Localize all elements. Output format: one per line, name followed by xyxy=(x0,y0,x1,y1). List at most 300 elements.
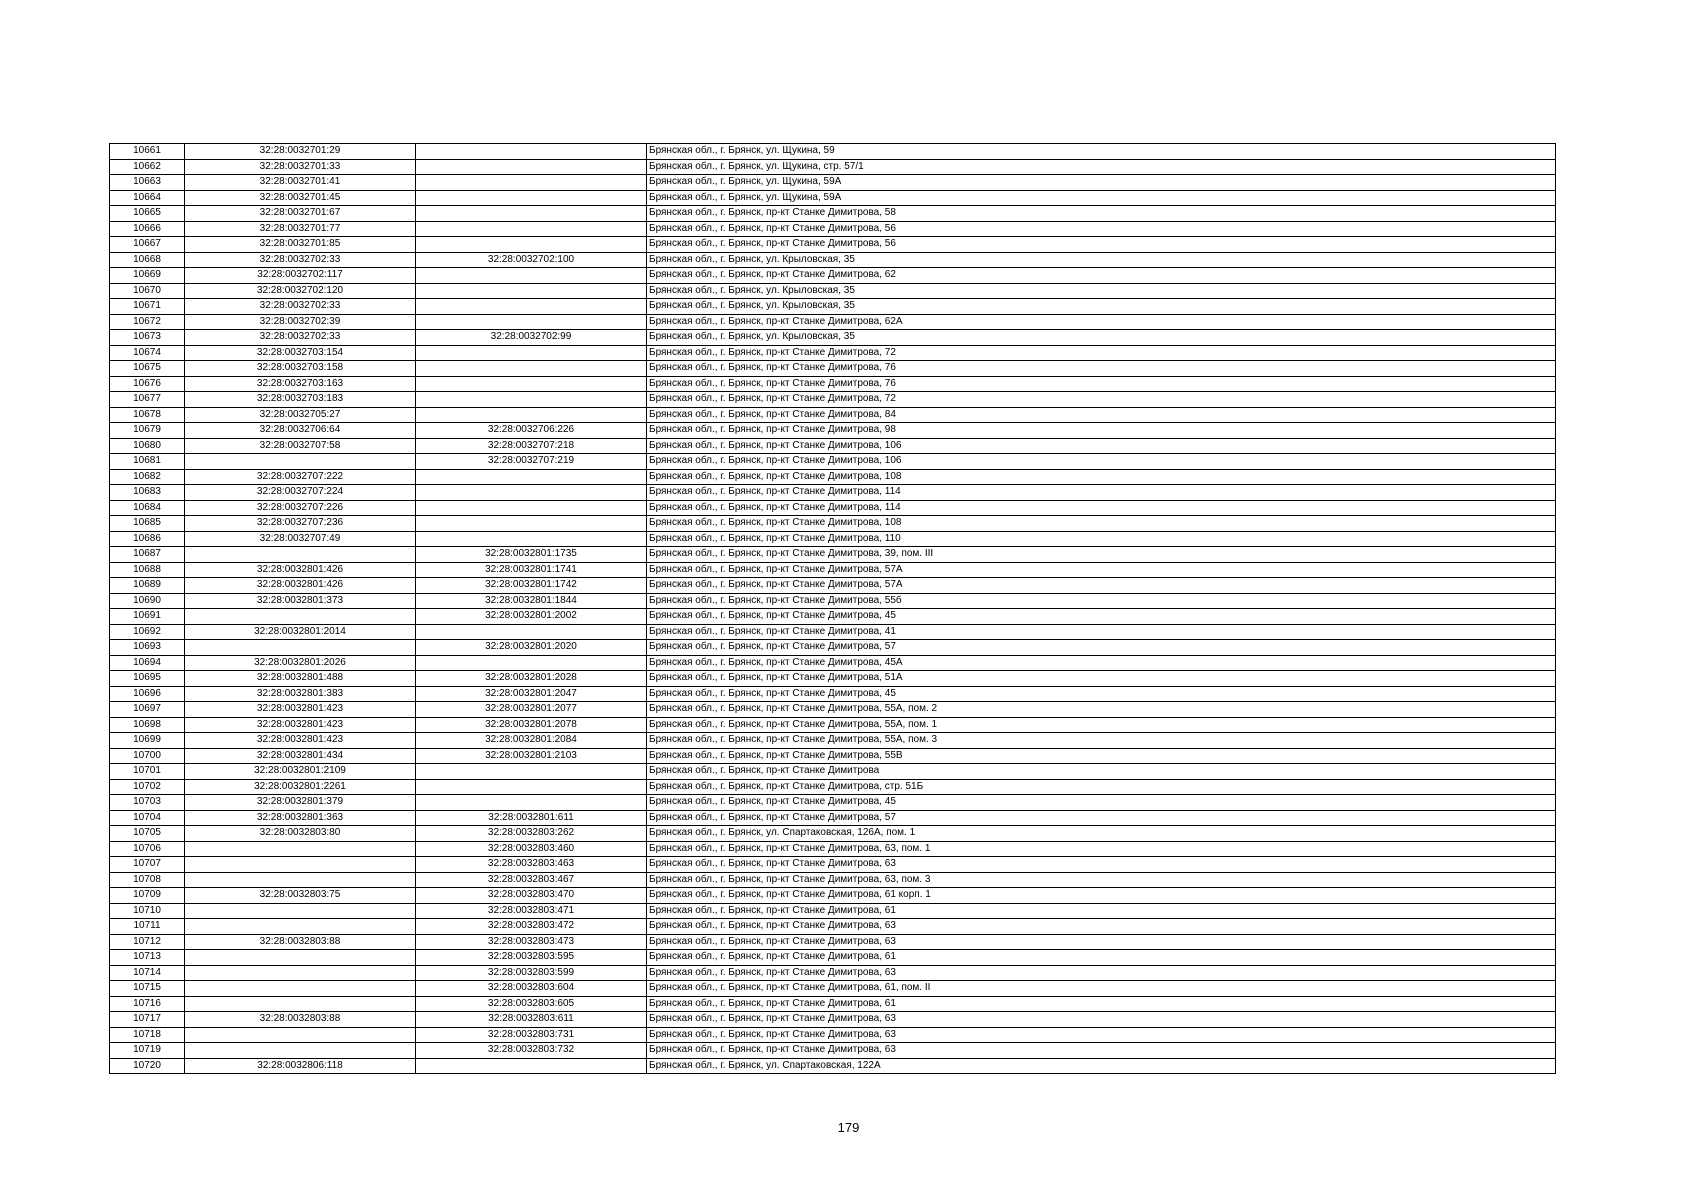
cadastral-number-cell xyxy=(185,903,416,919)
related-cadastral-number-cell xyxy=(416,190,647,206)
table-row xyxy=(110,314,1556,330)
cadastral-number-cell: 32:28:0032801:423 xyxy=(185,702,416,718)
table-row xyxy=(110,578,1556,594)
row-number-cell: 10712 xyxy=(110,934,185,950)
related-cadastral-number-cell xyxy=(416,779,647,795)
related-cadastral-number-cell xyxy=(416,500,647,516)
cadastral-number-cell xyxy=(185,857,416,873)
related-cadastral-number-cell: 32:28:0032803:262 xyxy=(416,826,647,842)
cadastral-number-cell: 32:28:0032707:226 xyxy=(185,500,416,516)
cadastral-number-cell: 32:28:0032702:33 xyxy=(185,252,416,268)
related-cadastral-number-cell xyxy=(416,159,647,175)
related-cadastral-number-cell: 32:28:0032702:100 xyxy=(416,252,647,268)
table-row xyxy=(110,686,1556,702)
cadastral-number-cell: 32:28:0032803:88 xyxy=(185,1012,416,1028)
table-row xyxy=(110,206,1556,222)
row-number-cell: 10676 xyxy=(110,376,185,392)
cadastral-number-cell: 32:28:0032701:67 xyxy=(185,206,416,222)
address-cell: Брянская обл., г. Брянск, пр-кт Станке Димитрова, 84 xyxy=(647,407,1556,423)
cadastral-number-cell xyxy=(185,919,416,935)
table-row xyxy=(110,407,1556,423)
cadastral-number-cell: 32:28:0032707:58 xyxy=(185,438,416,454)
row-number-cell: 10696 xyxy=(110,686,185,702)
row-number-cell: 10684 xyxy=(110,500,185,516)
address-cell: Брянская обл., г. Брянск, пр-кт Станке Димитрова, 57 xyxy=(647,810,1556,826)
row-number-cell: 10666 xyxy=(110,221,185,237)
related-cadastral-number-cell xyxy=(416,175,647,191)
cadastral-number-cell: 32:28:0032801:2026 xyxy=(185,655,416,671)
row-number-cell: 10694 xyxy=(110,655,185,671)
cadastral-number-cell xyxy=(185,609,416,625)
cadastral-number-cell: 32:28:0032803:80 xyxy=(185,826,416,842)
row-number-cell: 10675 xyxy=(110,361,185,377)
related-cadastral-number-cell: 32:28:0032801:1735 xyxy=(416,547,647,563)
table-row xyxy=(110,500,1556,516)
related-cadastral-number-cell xyxy=(416,221,647,237)
cadastral-number-cell xyxy=(185,1043,416,1059)
table-row xyxy=(110,438,1556,454)
table-row xyxy=(110,593,1556,609)
row-number-cell: 10713 xyxy=(110,950,185,966)
cadastral-number-cell: 32:28:0032803:75 xyxy=(185,888,416,904)
table-row xyxy=(110,469,1556,485)
related-cadastral-number-cell: 32:28:0032801:1844 xyxy=(416,593,647,609)
row-number-cell: 10700 xyxy=(110,748,185,764)
address-cell: Брянская обл., г. Брянск, пр-кт Станке Димитрова, 72 xyxy=(647,345,1556,361)
row-number-cell: 10678 xyxy=(110,407,185,423)
cadastral-number-cell: 32:28:0032701:41 xyxy=(185,175,416,191)
table-row xyxy=(110,252,1556,268)
table-row xyxy=(110,733,1556,749)
table-row xyxy=(110,330,1556,346)
table-row xyxy=(110,175,1556,191)
row-number-cell: 10664 xyxy=(110,190,185,206)
address-cell: Брянская обл., г. Брянск, пр-кт Станке Димитрова, 63 xyxy=(647,965,1556,981)
related-cadastral-number-cell xyxy=(416,655,647,671)
table-row xyxy=(110,376,1556,392)
row-number-cell: 10704 xyxy=(110,810,185,826)
address-cell: Брянская обл., г. Брянск, ул. Крыловская, 35 xyxy=(647,299,1556,315)
address-cell: Брянская обл., г. Брянск, пр-кт Станке Димитрова, 57 xyxy=(647,640,1556,656)
address-cell: Брянская обл., г. Брянск, пр-кт Станке Димитрова, 56 xyxy=(647,237,1556,253)
address-cell: Брянская обл., г. Брянск, пр-кт Станке Димитрова, 106 xyxy=(647,438,1556,454)
related-cadastral-number-cell: 32:28:0032803:471 xyxy=(416,903,647,919)
table-row xyxy=(110,903,1556,919)
cadastral-number-cell: 32:28:0032705:27 xyxy=(185,407,416,423)
row-number-cell: 10663 xyxy=(110,175,185,191)
row-number-cell: 10665 xyxy=(110,206,185,222)
address-cell: Брянская обл., г. Брянск, пр-кт Станке Димитрова, 114 xyxy=(647,485,1556,501)
related-cadastral-number-cell xyxy=(416,237,647,253)
address-cell: Брянская обл., г. Брянск, пр-кт Станке Димитрова, 57А xyxy=(647,578,1556,594)
table-row xyxy=(110,841,1556,857)
table-row xyxy=(110,996,1556,1012)
row-number-cell: 10706 xyxy=(110,841,185,857)
cadastral-number-cell: 32:28:0032707:224 xyxy=(185,485,416,501)
related-cadastral-number-cell: 32:28:0032803:472 xyxy=(416,919,647,935)
address-cell: Брянская обл., г. Брянск, ул. Щукина, 59А xyxy=(647,175,1556,191)
cadastral-number-cell: 32:28:0032702:120 xyxy=(185,283,416,299)
related-cadastral-number-cell xyxy=(416,345,647,361)
row-number-cell: 10707 xyxy=(110,857,185,873)
cadastral-number-cell xyxy=(185,454,416,470)
row-number-cell: 10702 xyxy=(110,779,185,795)
row-number-cell: 10669 xyxy=(110,268,185,284)
cadastral-number-cell xyxy=(185,950,416,966)
address-cell: Брянская обл., г. Брянск, ул. Крыловская, 35 xyxy=(647,283,1556,299)
related-cadastral-number-cell xyxy=(416,376,647,392)
address-cell: Брянская обл., г. Брянск, пр-кт Станке Димитрова, 63 xyxy=(647,934,1556,950)
table-row xyxy=(110,345,1556,361)
table-row xyxy=(110,888,1556,904)
related-cadastral-number-cell: 32:28:0032803:467 xyxy=(416,872,647,888)
related-cadastral-number-cell: 32:28:0032801:611 xyxy=(416,810,647,826)
related-cadastral-number-cell: 32:28:0032707:218 xyxy=(416,438,647,454)
cadastral-number-cell: 32:28:0032703:183 xyxy=(185,392,416,408)
related-cadastral-number-cell: 32:28:0032803:595 xyxy=(416,950,647,966)
table-row xyxy=(110,671,1556,687)
row-number-cell: 10691 xyxy=(110,609,185,625)
cadastral-number-cell xyxy=(185,872,416,888)
related-cadastral-number-cell: 32:28:0032801:2002 xyxy=(416,609,647,625)
related-cadastral-number-cell: 32:28:0032803:473 xyxy=(416,934,647,950)
address-cell: Брянская обл., г. Брянск, пр-кт Станке Димитрова, 63 xyxy=(647,1012,1556,1028)
address-cell: Брянская обл., г. Брянск, пр-кт Станке Димитрова, 45А xyxy=(647,655,1556,671)
table-row xyxy=(110,268,1556,284)
address-cell: Брянская обл., г. Брянск, пр-кт Станке Димитрова, 98 xyxy=(647,423,1556,439)
address-cell: Брянская обл., г. Брянск, пр-кт Станке Димитрова, 51А xyxy=(647,671,1556,687)
related-cadastral-number-cell: 32:28:0032801:2047 xyxy=(416,686,647,702)
address-cell: Брянская обл., г. Брянск, пр-кт Станке Димитрова, 57А xyxy=(647,562,1556,578)
cadastral-number-cell: 32:28:0032801:379 xyxy=(185,795,416,811)
table-row xyxy=(110,392,1556,408)
address-cell: Брянская обл., г. Брянск, ул. Спартаковская, 122А xyxy=(647,1058,1556,1074)
row-number-cell: 10680 xyxy=(110,438,185,454)
address-cell: Брянская обл., г. Брянск, пр-кт Станке Димитрова, 63 xyxy=(647,1027,1556,1043)
cadastral-number-cell: 32:28:0032706:64 xyxy=(185,423,416,439)
row-number-cell: 10690 xyxy=(110,593,185,609)
address-cell: Брянская обл., г. Брянск, пр-кт Станке Димитрова, 55А, пом. 3 xyxy=(647,733,1556,749)
cadastral-number-cell: 32:28:0032801:426 xyxy=(185,562,416,578)
related-cadastral-number-cell xyxy=(416,314,647,330)
address-cell: Брянская обл., г. Брянск, пр-кт Станке Димитрова, 110 xyxy=(647,531,1556,547)
table-row xyxy=(110,764,1556,780)
address-cell: Брянская обл., г. Брянск, ул. Щукина, 59А xyxy=(647,190,1556,206)
row-number-cell: 10685 xyxy=(110,516,185,532)
table-row xyxy=(110,531,1556,547)
row-number-cell: 10703 xyxy=(110,795,185,811)
row-number-cell: 10677 xyxy=(110,392,185,408)
address-cell: Брянская обл., г. Брянск, пр-кт Станке Димитрова, 55б xyxy=(647,593,1556,609)
address-cell: Брянская обл., г. Брянск, пр-кт Станке Димитрова, 56 xyxy=(647,221,1556,237)
address-cell: Брянская обл., г. Брянск, пр-кт Станке Димитрова, 41 xyxy=(647,624,1556,640)
row-number-cell: 10693 xyxy=(110,640,185,656)
address-cell: Брянская обл., г. Брянск, пр-кт Станке Димитрова, 45 xyxy=(647,795,1556,811)
related-cadastral-number-cell xyxy=(416,469,647,485)
table-row xyxy=(110,299,1556,315)
cadastral-number-cell: 32:28:0032801:423 xyxy=(185,717,416,733)
row-number-cell: 10709 xyxy=(110,888,185,904)
related-cadastral-number-cell: 32:28:0032801:1742 xyxy=(416,578,647,594)
address-cell: Брянская обл., г. Брянск, пр-кт Станке Димитрова xyxy=(647,764,1556,780)
table-row xyxy=(110,702,1556,718)
related-cadastral-number-cell: 32:28:0032801:2084 xyxy=(416,733,647,749)
cadastral-number-cell: 32:28:0032703:163 xyxy=(185,376,416,392)
address-cell: Брянская обл., г. Брянск, пр-кт Станке Димитрова, 45 xyxy=(647,609,1556,625)
related-cadastral-number-cell: 32:28:0032803:611 xyxy=(416,1012,647,1028)
cadastral-number-cell: 32:28:0032707:49 xyxy=(185,531,416,547)
row-number-cell: 10679 xyxy=(110,423,185,439)
cadastral-number-cell: 32:28:0032801:2014 xyxy=(185,624,416,640)
row-number-cell: 10705 xyxy=(110,826,185,842)
cadastral-number-cell xyxy=(185,547,416,563)
cadastral-number-cell xyxy=(185,640,416,656)
cadastral-number-cell: 32:28:0032702:33 xyxy=(185,299,416,315)
table-row xyxy=(110,655,1556,671)
table-row xyxy=(110,283,1556,299)
table-row xyxy=(110,485,1556,501)
table-row xyxy=(110,950,1556,966)
related-cadastral-number-cell xyxy=(416,795,647,811)
address-cell: Брянская обл., г. Брянск, пр-кт Станке Димитрова, 63, пом. 3 xyxy=(647,872,1556,888)
row-number-cell: 10672 xyxy=(110,314,185,330)
address-cell: Брянская обл., г. Брянск, пр-кт Станке Димитрова, 61 xyxy=(647,996,1556,1012)
related-cadastral-number-cell xyxy=(416,361,647,377)
row-number-cell: 10717 xyxy=(110,1012,185,1028)
address-cell: Брянская обл., г. Брянск, пр-кт Станке Димитрова, 72 xyxy=(647,392,1556,408)
row-number-cell: 10687 xyxy=(110,547,185,563)
row-number-cell: 10661 xyxy=(110,144,185,160)
address-cell: Брянская обл., г. Брянск, пр-кт Станке Димитрова, 63 xyxy=(647,919,1556,935)
address-cell: Брянская обл., г. Брянск, пр-кт Станке Димитрова, 76 xyxy=(647,376,1556,392)
related-cadastral-number-cell xyxy=(416,392,647,408)
table-row xyxy=(110,237,1556,253)
cadastral-number-cell: 32:28:0032806:118 xyxy=(185,1058,416,1074)
address-cell: Брянская обл., г. Брянск, пр-кт Станке Димитрова, 76 xyxy=(647,361,1556,377)
cadastral-number-cell: 32:28:0032702:39 xyxy=(185,314,416,330)
table-row xyxy=(110,934,1556,950)
address-cell: Брянская обл., г. Брянск, пр-кт Станке Димитрова, 45 xyxy=(647,686,1556,702)
address-cell: Брянская обл., г. Брянск, пр-кт Станке Димитрова, 55В xyxy=(647,748,1556,764)
address-cell: Брянская обл., г. Брянск, пр-кт Станке Димитрова, 108 xyxy=(647,516,1556,532)
cadastral-number-cell: 32:28:0032702:33 xyxy=(185,330,416,346)
row-number-cell: 10701 xyxy=(110,764,185,780)
table-row xyxy=(110,562,1556,578)
address-cell: Брянская обл., г. Брянск, пр-кт Станке Димитрова, 39, пом. III xyxy=(647,547,1556,563)
table-row xyxy=(110,190,1556,206)
related-cadastral-number-cell xyxy=(416,283,647,299)
row-number-cell: 10682 xyxy=(110,469,185,485)
table-row xyxy=(110,221,1556,237)
row-number-cell: 10714 xyxy=(110,965,185,981)
address-cell: Брянская обл., г. Брянск, пр-кт Станке Димитрова, 63, пом. 1 xyxy=(647,841,1556,857)
related-cadastral-number-cell: 32:28:0032803:732 xyxy=(416,1043,647,1059)
row-number-cell: 10673 xyxy=(110,330,185,346)
related-cadastral-number-cell xyxy=(416,624,647,640)
cadastral-number-cell xyxy=(185,841,416,857)
related-cadastral-number-cell: 32:28:0032803:460 xyxy=(416,841,647,857)
table-row xyxy=(110,640,1556,656)
table-row xyxy=(110,779,1556,795)
row-number-cell: 10686 xyxy=(110,531,185,547)
address-cell: Брянская обл., г. Брянск, пр-кт Станке Димитрова, 114 xyxy=(647,500,1556,516)
address-cell: Брянская обл., г. Брянск, пр-кт Станке Димитрова, 55А, пом. 2 xyxy=(647,702,1556,718)
table-row xyxy=(110,1027,1556,1043)
cadastral-number-cell: 32:28:0032702:117 xyxy=(185,268,416,284)
cadastral-number-cell: 32:28:0032701:29 xyxy=(185,144,416,160)
related-cadastral-number-cell xyxy=(416,485,647,501)
related-cadastral-number-cell: 32:28:0032702:99 xyxy=(416,330,647,346)
address-cell: Брянская обл., г. Брянск, пр-кт Станке Димитрова, 108 xyxy=(647,469,1556,485)
table-row xyxy=(110,748,1556,764)
table-row xyxy=(110,826,1556,842)
related-cadastral-number-cell: 32:28:0032706:226 xyxy=(416,423,647,439)
related-cadastral-number-cell: 32:28:0032707:219 xyxy=(416,454,647,470)
table-row xyxy=(110,361,1556,377)
address-cell: Брянская обл., г. Брянск, ул. Крыловская, 35 xyxy=(647,330,1556,346)
address-cell: Брянская обл., г. Брянск, пр-кт Станке Димитрова, стр. 51Б xyxy=(647,779,1556,795)
table-row xyxy=(110,717,1556,733)
cadastral-number-cell: 32:28:0032801:363 xyxy=(185,810,416,826)
related-cadastral-number-cell xyxy=(416,206,647,222)
table-row xyxy=(110,423,1556,439)
cadastral-number-cell: 32:28:0032801:2261 xyxy=(185,779,416,795)
row-number-cell: 10670 xyxy=(110,283,185,299)
related-cadastral-number-cell: 32:28:0032801:2078 xyxy=(416,717,647,733)
cadastral-number-cell: 32:28:0032801:2109 xyxy=(185,764,416,780)
cadastral-number-cell: 32:28:0032703:154 xyxy=(185,345,416,361)
row-number-cell: 10699 xyxy=(110,733,185,749)
row-number-cell: 10689 xyxy=(110,578,185,594)
table-row xyxy=(110,981,1556,997)
page-number: 179 xyxy=(837,1120,860,1135)
related-cadastral-number-cell xyxy=(416,531,647,547)
registry-table-body xyxy=(110,144,1556,1074)
row-number-cell: 10698 xyxy=(110,717,185,733)
address-cell: Брянская обл., г. Брянск, ул. Крыловская, 35 xyxy=(647,252,1556,268)
table-row xyxy=(110,1058,1556,1074)
cadastral-number-cell: 32:28:0032801:373 xyxy=(185,593,416,609)
cadastral-number-cell xyxy=(185,981,416,997)
table-row xyxy=(110,516,1556,532)
row-number-cell: 10711 xyxy=(110,919,185,935)
address-cell: Брянская обл., г. Брянск, ул. Щукина, 59 xyxy=(647,144,1556,160)
cadastral-number-cell: 32:28:0032801:426 xyxy=(185,578,416,594)
row-number-cell: 10695 xyxy=(110,671,185,687)
related-cadastral-number-cell: 32:28:0032803:731 xyxy=(416,1027,647,1043)
related-cadastral-number-cell xyxy=(416,407,647,423)
related-cadastral-number-cell: 32:28:0032801:2103 xyxy=(416,748,647,764)
cadastral-number-cell xyxy=(185,965,416,981)
table-row xyxy=(110,144,1556,160)
row-number-cell: 10708 xyxy=(110,872,185,888)
table-row xyxy=(110,609,1556,625)
row-number-cell: 10710 xyxy=(110,903,185,919)
related-cadastral-number-cell: 32:28:0032801:2077 xyxy=(416,702,647,718)
related-cadastral-number-cell: 32:28:0032803:463 xyxy=(416,857,647,873)
related-cadastral-number-cell: 32:28:0032803:605 xyxy=(416,996,647,1012)
address-cell: Брянская обл., г. Брянск, пр-кт Станке Димитрова, 61 xyxy=(647,950,1556,966)
row-number-cell: 10674 xyxy=(110,345,185,361)
related-cadastral-number-cell: 32:28:0032803:604 xyxy=(416,981,647,997)
cadastral-number-cell: 32:28:0032701:33 xyxy=(185,159,416,175)
cadastral-number-cell: 32:28:0032801:423 xyxy=(185,733,416,749)
row-number-cell: 10716 xyxy=(110,996,185,1012)
address-cell: Брянская обл., г. Брянск, пр-кт Станке Димитрова, 58 xyxy=(647,206,1556,222)
row-number-cell: 10697 xyxy=(110,702,185,718)
row-number-cell: 10720 xyxy=(110,1058,185,1074)
row-number-cell: 10688 xyxy=(110,562,185,578)
related-cadastral-number-cell xyxy=(416,516,647,532)
table-row xyxy=(110,795,1556,811)
row-number-cell: 10715 xyxy=(110,981,185,997)
row-number-cell: 10671 xyxy=(110,299,185,315)
cadastral-number-cell: 32:28:0032803:88 xyxy=(185,934,416,950)
row-number-cell: 10667 xyxy=(110,237,185,253)
table-row xyxy=(110,547,1556,563)
table-row xyxy=(110,857,1556,873)
cadastral-number-cell: 32:28:0032801:488 xyxy=(185,671,416,687)
related-cadastral-number-cell xyxy=(416,764,647,780)
cadastral-number-cell xyxy=(185,996,416,1012)
address-cell: Брянская обл., г. Брянск, пр-кт Станке Димитрова, 61, пом. II xyxy=(647,981,1556,997)
related-cadastral-number-cell: 32:28:0032803:470 xyxy=(416,888,647,904)
address-cell: Брянская обл., г. Брянск, пр-кт Станке Димитрова, 106 xyxy=(647,454,1556,470)
table-row xyxy=(110,624,1556,640)
row-number-cell: 10681 xyxy=(110,454,185,470)
table-row xyxy=(110,919,1556,935)
table-row xyxy=(110,1043,1556,1059)
related-cadastral-number-cell xyxy=(416,1058,647,1074)
cadastral-number-cell: 32:28:0032801:383 xyxy=(185,686,416,702)
address-cell: Брянская обл., г. Брянск, пр-кт Станке Димитрова, 62 xyxy=(647,268,1556,284)
table-row xyxy=(110,872,1556,888)
row-number-cell: 10718 xyxy=(110,1027,185,1043)
related-cadastral-number-cell xyxy=(416,144,647,160)
table-row xyxy=(110,159,1556,175)
related-cadastral-number-cell: 32:28:0032801:2028 xyxy=(416,671,647,687)
row-number-cell: 10719 xyxy=(110,1043,185,1059)
table-row xyxy=(110,454,1556,470)
address-cell: Брянская обл., г. Брянск, пр-кт Станке Димитрова, 62А xyxy=(647,314,1556,330)
cadastral-number-cell xyxy=(185,1027,416,1043)
table-row xyxy=(110,1012,1556,1028)
row-number-cell: 10692 xyxy=(110,624,185,640)
cadastral-number-cell: 32:28:0032701:77 xyxy=(185,221,416,237)
registry-table xyxy=(109,143,1556,1074)
address-cell: Брянская обл., г. Брянск, пр-кт Станке Димитрова, 63 xyxy=(647,1043,1556,1059)
cadastral-number-cell: 32:28:0032707:236 xyxy=(185,516,416,532)
cadastral-number-cell: 32:28:0032801:434 xyxy=(185,748,416,764)
address-cell: Брянская обл., г. Брянск, пр-кт Станке Димитрова, 63 xyxy=(647,857,1556,873)
address-cell: Брянская обл., г. Брянск, ул. Спартаковская, 126А, пом. 1 xyxy=(647,826,1556,842)
cadastral-number-cell: 32:28:0032703:158 xyxy=(185,361,416,377)
row-number-cell: 10662 xyxy=(110,159,185,175)
address-cell: Брянская обл., г. Брянск, пр-кт Станке Димитрова, 55А, пом. 1 xyxy=(647,717,1556,733)
address-cell: Брянская обл., г. Брянск, пр-кт Станке Димитрова, 61 xyxy=(647,903,1556,919)
related-cadastral-number-cell: 32:28:0032801:1741 xyxy=(416,562,647,578)
related-cadastral-number-cell: 32:28:0032803:599 xyxy=(416,965,647,981)
table-row xyxy=(110,965,1556,981)
cadastral-number-cell: 32:28:0032701:85 xyxy=(185,237,416,253)
row-number-cell: 10668 xyxy=(110,252,185,268)
related-cadastral-number-cell xyxy=(416,268,647,284)
row-number-cell: 10683 xyxy=(110,485,185,501)
cadastral-number-cell: 32:28:0032707:222 xyxy=(185,469,416,485)
related-cadastral-number-cell xyxy=(416,299,647,315)
address-cell: Брянская обл., г. Брянск, пр-кт Станке Димитрова, 61 корп. 1 xyxy=(647,888,1556,904)
address-cell: Брянская обл., г. Брянск, ул. Щукина, стр. 57/1 xyxy=(647,159,1556,175)
